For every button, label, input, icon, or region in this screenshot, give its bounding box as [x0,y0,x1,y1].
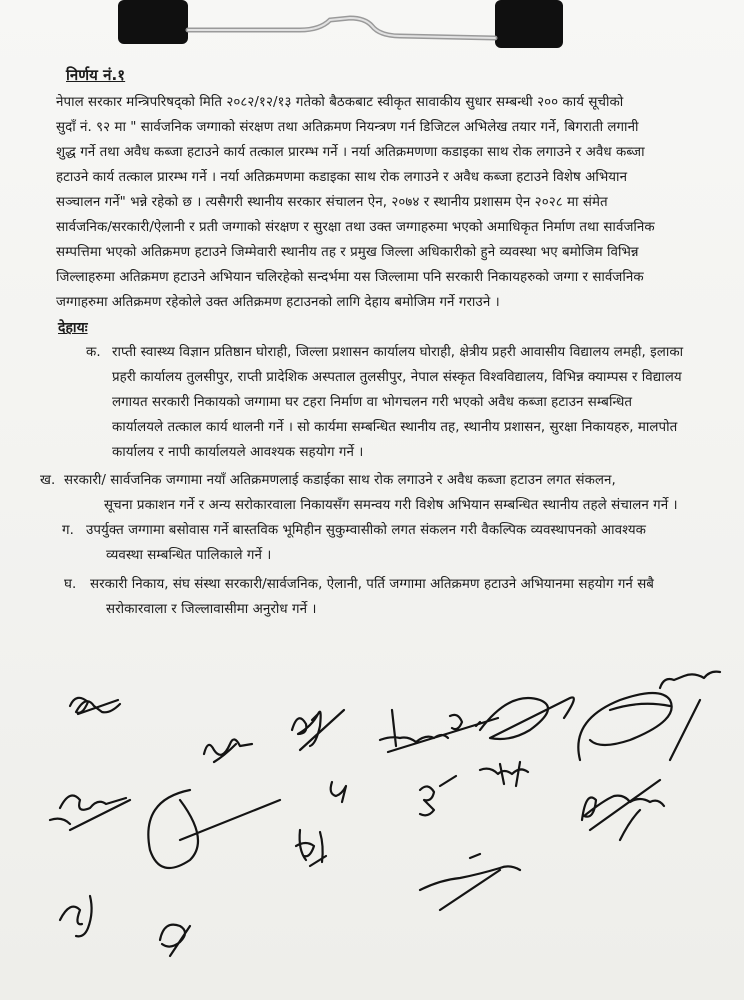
directive-item-gha [40,572,740,622]
signature [331,782,346,802]
signature [296,830,326,866]
signature [420,776,456,815]
item-line: व्यवस्था सम्बन्धित पालिकाले गर्ने । [106,548,272,563]
item-line: प्रहरी कार्यालय तुलसीपुर, राप्ती प्रादेशिक अस्पताल तुलसीपुर, नेपाल संस्कृत विश्वविद्यालय, विभिन्न क्याम्पस र विद्यालय [112,370,682,385]
signature [70,698,120,714]
intro-line: शुद्ध गर्ने तथा अवैध कब्जा हटाउने कार्य तत्काल प्रारम्भ गर्ने । नर्या अतिक्रमणणा कडाइका साथ रोक लगाउने र अवैध कब्जा [56,145,645,160]
item-marker: घ. [64,577,77,592]
decision-document [40,62,740,622]
item-line: उपर्युक्त जग्गामा बसोवास गर्ने बास्तविक भूमिहीन सुकुम्वासीको लगत संकलन गरी वैकल्पिक व्यवस्थापनको आवश्यक [86,523,646,538]
signature [292,710,344,750]
item-line: कार्यालय र नापी कार्यालयले आवश्यक सहयोग गर्ने । [112,445,364,460]
clipboard-clip [0,0,744,60]
signature [160,925,190,956]
item-line: कार्यालयले तत्काल कार्य थालनी गर्ने । सो कार्यमा सम्बन्धित स्थानीय तह, स्थानीय प्रशासन, सुरक्षा निकायहरु, मालपोत [112,420,678,435]
directive-item-ga [40,518,740,568]
item-line: सरकारी निकाय, संघ संस्था सरकारी/सार्वजनिक, ऐलानी, पर्ति जग्गामा अतिक्रमण हटाउने अभियानमा सहयोग गर्न सबै [90,577,655,592]
intro-line: सार्वजनिक/सरकारी/ऐलानी र प्रती जग्गाको संरक्षण र सुरक्षा तथा उक्त जग्गाहरुमा भएको अमाधिकृत निर्माण तथा सार्वजनिक [56,220,655,235]
item-marker: ग. [62,523,74,538]
intro-line: हटाउने कार्य तत्काल प्रारम्भ गर्ने । नर्या अतिक्रमणमा कडाइका साथ रोक लगाउने र अवैध कब्जा हटाउने विशेष अभियान [56,170,628,185]
item-line: सरोकारवाला र जिल्लावासीमा अनुरोध गर्ने । [106,602,317,617]
signatures-block [0,670,744,1000]
signature [50,796,130,831]
item-line: सरकारी/ सार्वजनिक जग्गामा नयाँ अतिक्रमणलाई कडाईका साथ रोक लगाउने र अवैध कब्जा हटाउन लगत संकलन, [64,473,616,488]
intro-line: जग्गाहरुमा अतिक्रमण रहेकोले उक्त अतिक्रमण हटाउनको लागि देहाय बमोजिम गर्ने गराउने । [56,295,500,310]
intro-line: नेपाल सरकार मन्त्रिपरिषद्को मिति २०८२/१२/१३ गतेको बैठकबाट स्वीकृत सावाकीय सुधार सम्बन्धी २०० कार्य सूचीको [56,95,624,110]
item-line: सूचना प्रकाशन गर्ने र अन्य सरोकारवाला निकायसँग समन्वय गरी विशेष अभियान सम्बन्धित स्थानीय तहले संचालन गर्ने । [104,498,678,513]
signature [420,854,520,910]
signature [578,672,720,760]
item-line: लगायत सरकारी निकायको जग्गामा घर टहरा निर्माण वा भोगचलन गरी भएको अवैध कब्जा हटाउन सम्बन्धित [112,395,633,410]
directives-heading: देहायः [58,320,88,336]
directive-item-ka [48,340,740,465]
directive-item-kha [40,468,740,518]
signature [582,780,664,840]
intro-line: जिल्लाहरुमा अतिक्रमण हटाउने अभियान चलिरहेको सन्दर्भमा यस जिल्लामा पनि सरकारी निकायहरुको जग्गा र सार्वजनिक [56,270,644,285]
item-line: राप्ती स्वास्थ्य विज्ञान प्रतिष्ठान घोराही, जिल्ला प्रशासन कार्यालय घोराही, क्षेत्रीय प्रहरी आवासीय विद्यालय लमही, इलाका [112,345,684,360]
intro-line: सम्पत्तिमा भएको अतिक्रमण हटाउने जिम्मेवारी स्थानीय तह र प्रमुख जिल्ला अधिकारीको हुने व्यवस्था भए बमोजिम विभिन्न [56,245,639,260]
intro-line: सुदाँ नं. ९२ मा " सार्वजनिक जग्गाको संरक्षण तथा अतिक्रमण नियन्त्रण गर्न डिजिटल अभिलेख तयार गर्ने, बिगराती लगानी [56,120,639,135]
intro-line: सञ्चालन गर्ने" भन्ने रहेको छ । त्यसैगरी स्थानीय सरकार संचालन ऐन, २०७४ र स्थानीय प्रशासम ऐन २०२८ मा संमेत [56,195,608,210]
signature [480,762,528,786]
item-marker: ख. [40,473,56,488]
intro-paragraph [56,90,744,315]
decision-title: निर्णय नं.१ [66,66,126,84]
item-marker: क. [86,345,101,360]
signature [148,790,280,868]
signature [204,739,252,762]
signature [60,896,92,936]
